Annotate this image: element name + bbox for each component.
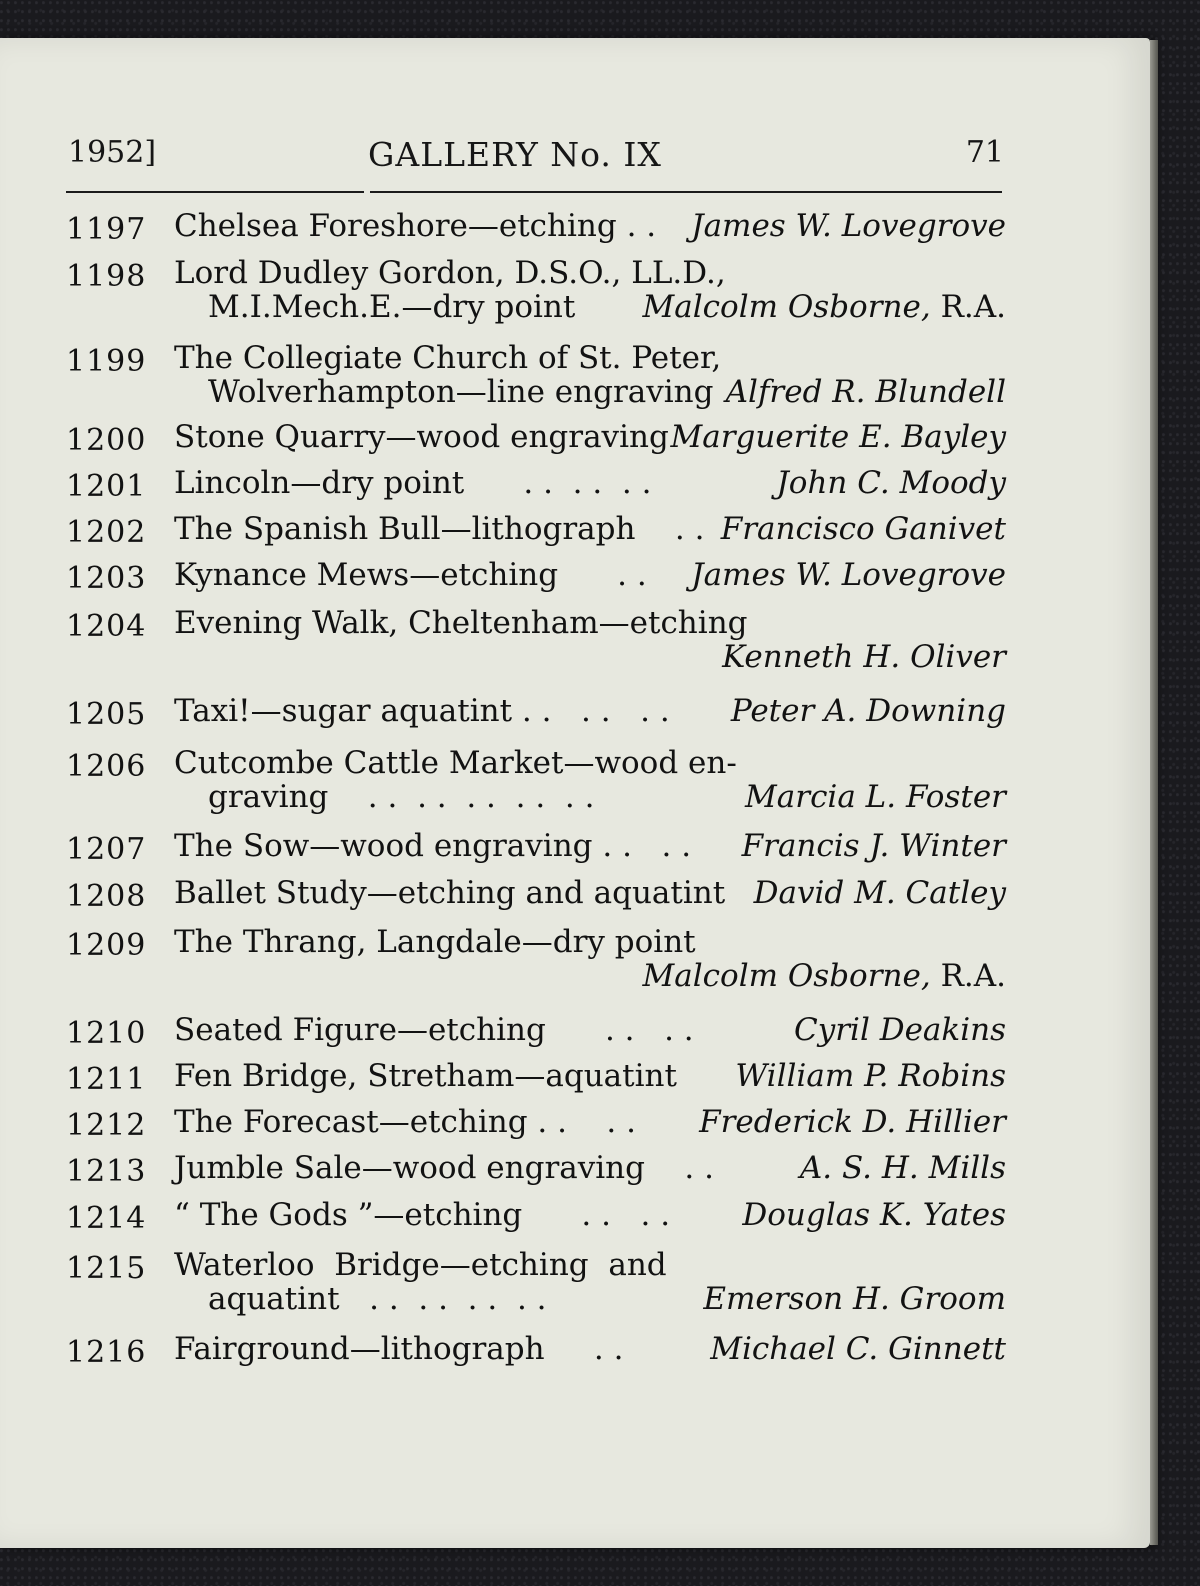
entry-number: 1199 [66, 344, 147, 379]
entry-title: Chelsea Foreshore—etching . . [174, 208, 657, 244]
entry-number: 1205 [66, 697, 147, 732]
catalogue-entry [66, 208, 1006, 247]
entry-artist: Marguerite E. Bayley [670, 419, 1006, 455]
entry-number: 1208 [66, 879, 147, 914]
page-number: 71 [965, 135, 1004, 170]
page-edge [1150, 40, 1158, 1545]
entry-title: Ballet Study—etching and aquatint [174, 875, 726, 911]
catalogue-entry [66, 465, 1006, 504]
entry-number: 1197 [66, 212, 147, 247]
catalogue-entry [66, 341, 1006, 409]
entry-number: 1212 [66, 1108, 147, 1143]
entry-number: 1198 [66, 259, 147, 294]
catalogue-entry [66, 1012, 1006, 1051]
entry-artist: William P. Robins [735, 1058, 1006, 1094]
entry-number: 1213 [66, 1154, 147, 1189]
entry-number: 1202 [66, 515, 147, 550]
entry-number: 1216 [66, 1335, 147, 1370]
entry-artist: Malcolm Osborne, R.A. [642, 289, 1006, 325]
catalogue-entry [66, 693, 1006, 732]
header-rule-left [66, 191, 364, 193]
entry-number: 1207 [66, 832, 147, 867]
entry-artist: Frederick D. Hillier [699, 1104, 1006, 1140]
entry-number: 1203 [66, 561, 147, 596]
entry-artist: Cyril Deakins [794, 1012, 1006, 1048]
entry-number: 1206 [66, 749, 147, 784]
entry-artist: A. S. H. Mills [799, 1150, 1006, 1186]
catalogue-entry [66, 1331, 1006, 1370]
entry-title: The Thrang, Langdale—dry point [174, 924, 696, 960]
catalogue-entry [66, 925, 1006, 993]
entry-artist: Michael C. Ginnett [710, 1331, 1006, 1367]
entry-title-continued: M.I.Mech.E.—dry point [208, 289, 576, 325]
entry-number: 1214 [66, 1201, 147, 1236]
entry-number: 1204 [66, 609, 147, 644]
entry-number: 1210 [66, 1016, 147, 1051]
entry-artist: Alfred R. Blundell [725, 374, 1006, 410]
entry-title: Cutcombe Cattle Market—wood en- [174, 745, 737, 781]
entry-number: 1215 [66, 1251, 147, 1286]
entry-artist: Marcia L. Foster [745, 779, 1006, 815]
entry-artist: Emerson H. Groom [703, 1281, 1006, 1317]
catalogue-entry [66, 1058, 1006, 1097]
entry-title: The Forecast—etching . . . . [174, 1104, 636, 1140]
catalogue-entry [66, 1197, 1006, 1236]
entry-title: Lincoln—dry point . . . . . . [174, 465, 652, 501]
catalogue-entry [66, 875, 1006, 914]
entry-title: Fen Bridge, Stretham—aquatint [174, 1058, 677, 1094]
entry-title: Jumble Sale—wood engraving . . [174, 1150, 714, 1186]
catalogue-entry [66, 419, 1006, 458]
header-year: 1952] [68, 135, 157, 170]
entry-artist: James W. Lovegrove [691, 557, 1006, 593]
entry-artist: Douglas K. Yates [742, 1197, 1006, 1233]
entry-title-continued: graving . . . . . . . . . . [208, 779, 595, 815]
header-title: GALLERY No. IX [368, 135, 662, 174]
entry-title: The Sow—wood engraving . . . . [174, 828, 692, 864]
entry-title: Kynance Mews—etching . . [174, 557, 647, 593]
entry-artist: Francis J. Winter [741, 828, 1006, 864]
catalogue-entry [66, 746, 1006, 814]
entry-artist: James W. Lovegrove [691, 208, 1006, 244]
entry-title: Seated Figure—etching . . . . [174, 1012, 694, 1048]
entry-title: Taxi!—sugar aquatint . . . . . . [174, 693, 670, 729]
catalogue-entry [66, 1150, 1006, 1189]
entry-number: 1209 [66, 928, 147, 963]
entry-title: Waterloo Bridge—etching and [174, 1247, 667, 1283]
entry-artist: David M. Catley [753, 875, 1006, 911]
entry-number: 1211 [66, 1062, 147, 1097]
catalogue-entry [66, 828, 1006, 867]
entry-number: 1201 [66, 469, 147, 504]
catalogue-entry [66, 511, 1006, 550]
page-header [68, 135, 1004, 175]
entry-artist: John C. Moody [776, 465, 1006, 501]
entry-title: The Spanish Bull—lithograph . . [174, 511, 705, 547]
entry-title-continued: Wolverhampton—line engraving [208, 374, 714, 410]
entry-title: Evening Walk, Cheltenham—etching [174, 605, 748, 641]
catalogue-entry [66, 557, 1006, 596]
entry-title: Lord Dudley Gordon, D.S.O., LL.D., [174, 255, 726, 291]
catalogue-entries [66, 200, 1006, 1370]
entry-title: Fairground—lithograph . . [174, 1331, 624, 1367]
catalogue-entry [66, 1104, 1006, 1143]
entry-artist: Malcolm Osborne, R.A. [642, 958, 1006, 994]
entry-artist: Kenneth H. Oliver [722, 639, 1006, 675]
entry-artist: Peter A. Downing [730, 693, 1006, 729]
entry-artist: Francisco Ganivet [720, 511, 1006, 547]
header-rule-right [370, 191, 1002, 193]
entry-title: The Collegiate Church of St. Peter, [174, 340, 722, 376]
entry-title: “ The Gods ”—etching . . . . [174, 1197, 671, 1233]
entry-title-continued: aquatint . . . . . . . . [208, 1281, 547, 1317]
catalogue-entry [66, 256, 1006, 324]
entry-title: Stone Quarry—wood engraving [174, 419, 669, 455]
entry-number: 1200 [66, 423, 147, 458]
catalogue-entry [66, 1248, 1006, 1316]
catalogue-entry [66, 606, 1006, 674]
